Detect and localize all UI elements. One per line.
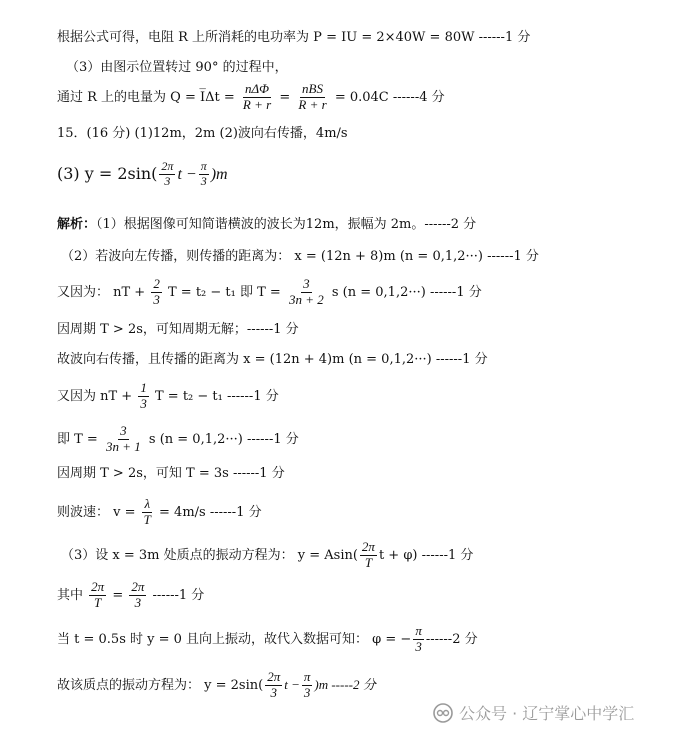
fraction-3-over-3n1: $\frac{3}{3n + 1}$ — [105, 423, 141, 454]
line-phase: 当 t = 0.5s 时 y = 0 且向上振动，故代入数据可知： φ = − $\frac{\pi}{3}$ ------2 分 — [57, 623, 478, 654]
fraction-2pi-3: $\frac{2\pi}{3}$ — [161, 159, 174, 188]
watermark-text: 公众号 · 辽宁掌心中学汇 — [459, 704, 635, 723]
fraction-1-3: $\frac{1}{3}$ — [140, 380, 147, 411]
line-wave-speed: 则波速： v = $\frac{\lambda}{T}$ = 4m/s ------1 分 — [57, 496, 262, 527]
fraction-2-3: $\frac{2}{3}$ — [153, 276, 160, 307]
analysis-label: 解析： — [57, 217, 97, 232]
wechat-icon — [433, 703, 453, 723]
line-no-solution: 因周期 T > 2s，可知周期无解；------1 分 — [57, 322, 299, 337]
fraction-3-over-3n2: $\frac{3}{3n + 2}$ — [288, 276, 324, 307]
fraction-nflux: nΔΦ R + r — [242, 81, 272, 112]
line-left-period: 又因为： nT + $\frac{2}{3}$ T = t₂ − t₁ 即 T = $\frac{3}{3n + 2}$ s (n = 0,1,2···) ------1 分 — [57, 276, 482, 307]
fraction-lambda-T: $\frac{\lambda}{T}$ — [143, 496, 151, 527]
line-right-period: 即 T = $\frac{3}{3n + 1}$ s (n = 0,1,2···) ------1 分 — [57, 423, 299, 454]
fraction-2pi-3-b: $\frac{2\pi}{3}$ — [131, 579, 145, 610]
line-omega: 其中 $\frac{2\pi}{T}$ = $\frac{2\pi}{3}$ ------1 分 — [57, 579, 205, 610]
line-right-relation: 又因为 nT + $\frac{1}{3}$ T = t₂ − t₁ ------1 分 — [57, 380, 279, 411]
line-right-distance: 故波向右传播，且传播的距离为 x = (12n + 4)m (n = 0,1,2···) ------1 分 — [57, 352, 488, 367]
fraction-nbs: nBS R + r — [298, 81, 327, 112]
line-part3-intro: （3）由图示位置转过 90° 的过程中， — [66, 60, 288, 75]
fraction-2pi-T-b: $\frac{2\pi}{T}$ — [91, 579, 105, 610]
line-vibration-general: （3）设 x = 3m 处质点的振动方程为： y = Asin( $\frac{2\pi}{T}$ t + φ) ------1 分 — [61, 539, 474, 570]
fraction-2pi-T: $\frac{2\pi}{T}$ — [361, 539, 375, 570]
watermark — [433, 701, 634, 724]
fraction-2pi-3-c: $\frac{2\pi}{3}$ — [267, 669, 281, 700]
line-power: 根据公式可得，电阻 R 上所消耗的电功率为 P = IU = 2×40W = 80W ------1 分 — [57, 30, 531, 45]
line-q15-equation: (3) y = 2sin( $\frac{2\pi}{3}$ t − $\frac{\pi}{3}$ )m — [57, 159, 228, 188]
line-q15-answers: 15．(16 分) (1)12m，2m (2)波向右传播，4m/s — [57, 126, 348, 141]
line-final-equation: 故该质点的振动方程为： y = 2sin( $\frac{2\pi}{3}$ t − $\frac{\pi}{3}$ )m -----2 分 — [57, 669, 376, 700]
fraction-pi-3-c: $\frac{\pi}{3}$ — [303, 669, 311, 700]
fraction-pi-3: $\frac{\pi}{3}$ — [200, 159, 207, 188]
fraction-pi-3-b: $\frac{\pi}{3}$ — [415, 623, 422, 654]
line-left-distance: （2）若波向左传播，则传播的距离为： x = (12n + 8)m (n = 0,1,2···) ------1 分 — [61, 249, 539, 264]
line-period-result: 因周期 T > 2s，可知 T = 3s ------1 分 — [57, 466, 285, 481]
line-charge: 通过 R 上的电量为 Q = I̅Δt = nΔΦ R + r = nBS R + r = 0.04C ------4 分 — [57, 81, 445, 112]
line-analysis-1: 解析：（1）根据图像可知简谐横波的波长为12m，振幅为 2m。------2 分 — [57, 217, 477, 232]
